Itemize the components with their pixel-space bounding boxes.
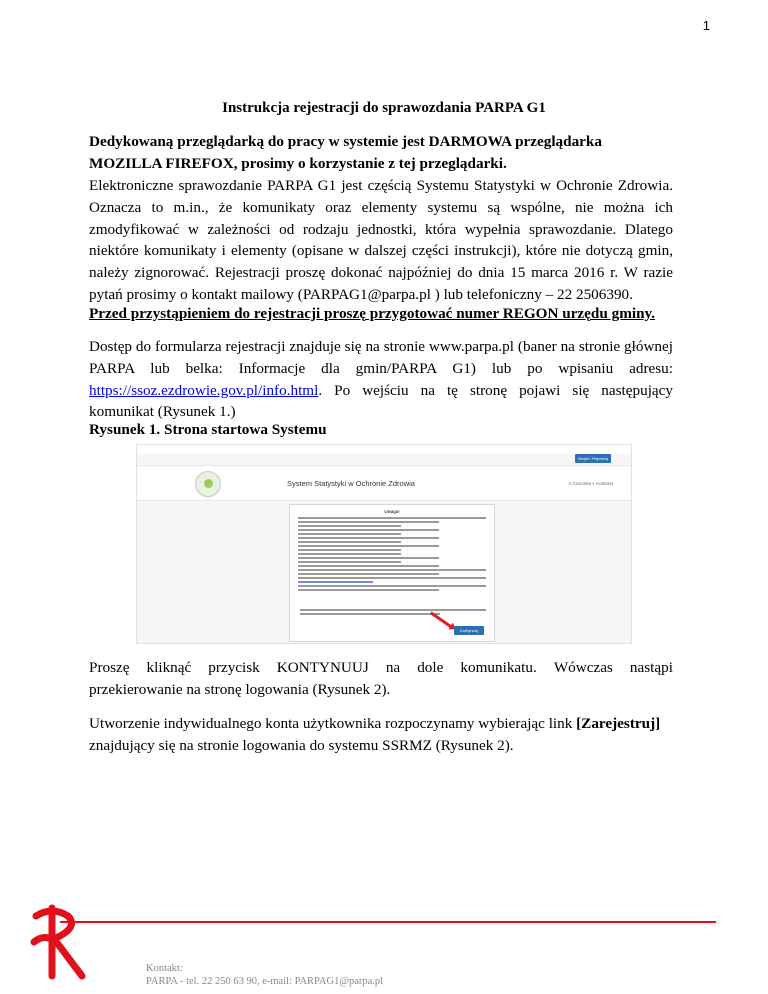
- screenshot-notice-modal: [289, 504, 495, 642]
- screenshot-login-button: Wejdź / Rejestruj: [575, 454, 611, 463]
- click-first-line: Proszę kliknąć przycisk KONTYNUUJ na dole komunikatu. Wówczas nastąpi: [89, 659, 673, 676]
- click-second-line: przekierowanie na stronę logowania (Rysunek 2).: [89, 680, 391, 698]
- screenshot-header: [137, 465, 632, 501]
- access-paragraph: [89, 336, 673, 423]
- click-instruction: [89, 657, 673, 701]
- access-text-after: . Po wejściu na tę stronę pojawi się następujący komunikat (Rysunek 1.): [89, 381, 673, 421]
- footer-contact-label: Kontakt:: [146, 963, 183, 974]
- regon-note: Przed przystąpieniem do rejestracji proszę przygotować numer REGON urzędu gminy.: [89, 305, 656, 322]
- ssoz-info-link[interactable]: https://ssoz.ezdrowie.gov.pl/info.html: [89, 381, 319, 399]
- page-number: 1: [702, 18, 710, 33]
- create-account-paragraph: Utworzenie indywidualnego konta użytkownika rozpoczynamy wybierając link [Zarejestruj] znajdujący się na stronie logowania do systemu SSRMZ (Rysunek 2).: [89, 715, 661, 754]
- screenshot-modal-title: Uwaga!: [384, 509, 400, 514]
- intro-paragraph: Elektroniczne sprawozdanie PARPA G1 jest częścią Systemu Statystyki w Ochronie Zdrowia. Oznacza to m.in., że komunikaty oraz elementy systemu są wspólne, nie można ich zmodyfikować w zależności od rodzaju jednostki, która wypełnia sprawozdanie. Dlatego niektóre komunikaty i elementy (opisane w dalszej części instrukcji), które nie dotyczą gmin, należy zignorować. Rejestracji proszę dokonać najpóźniej do dnia 15 marca 2016 r. W razie pytań prosimy o kontakt mailowy (PARPAG1@parpa.pl ) lub telefoniczny – 22 2506390.: [89, 177, 673, 303]
- start-page-screenshot: [136, 444, 632, 644]
- screenshot-system-title: System Statystyki w Ochronie Zdrowia: [287, 479, 415, 488]
- browser-note: Dedykowaną przeglądarką do pracy w systemie jest DARMOWA przeglądarka MOZILLA FIREFOX, prosimy o korzystanie z tej przeglądarki.: [89, 133, 602, 172]
- document-title: Instrukcja rejestracji do sprawozdania PARPA G1: [222, 100, 546, 116]
- footer-contact-line: PARPA - tel. 22 250 63 90, e-mail: PARPAG1@parpa.pl: [146, 976, 384, 987]
- screenshot-continue-button: Kontynuuj: [454, 626, 484, 635]
- parpa-logo-icon: [22, 902, 92, 982]
- footer-divider: [60, 921, 716, 923]
- access-text-before: Dostęp do formularza rejestracji znajduje się na stronie www.parpa.pl (baner na stronie głównej PARPA lub belka: Informacje dla gmin/PARPA G1) lub po wpisaniu adresu:: [89, 338, 673, 377]
- figure-caption: Rysunek 1. Strona startowa Systemu: [89, 421, 327, 438]
- register-link-text: [Zarejestruj]: [576, 715, 661, 732]
- footer-contact: [146, 962, 383, 988]
- system-logo-icon: [195, 471, 221, 497]
- screenshot-notice-bar: [137, 445, 631, 454]
- screenshot-accessibility-links: A Czcionka ◐ Kontrast: [568, 481, 613, 486]
